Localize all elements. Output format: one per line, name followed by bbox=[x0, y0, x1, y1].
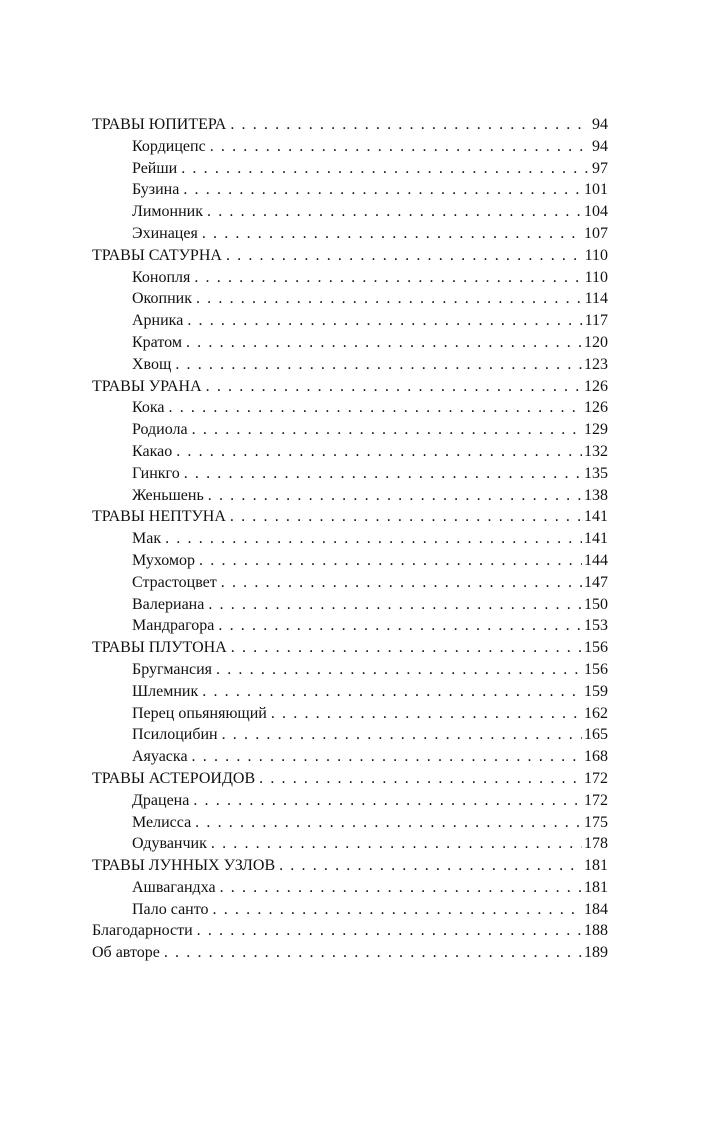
toc-entry-label: Кордицепс bbox=[132, 137, 206, 155]
toc-entry[interactable] bbox=[92, 833, 608, 855]
toc-page-number: 156 bbox=[584, 660, 608, 678]
toc-entry[interactable] bbox=[92, 158, 608, 180]
toc-leader-dots bbox=[230, 114, 590, 136]
toc-entry[interactable] bbox=[92, 790, 608, 812]
toc-leader-dots bbox=[230, 506, 582, 528]
toc-leader-dots bbox=[222, 724, 582, 746]
toc-page-number: 123 bbox=[584, 355, 608, 373]
toc-entry[interactable] bbox=[92, 746, 608, 768]
toc-leader-dots bbox=[216, 659, 582, 681]
toc-entry[interactable] bbox=[92, 397, 608, 419]
toc-leader-dots bbox=[279, 855, 582, 877]
toc-page-number: 181 bbox=[584, 878, 608, 896]
toc-leader-dots bbox=[218, 615, 582, 637]
toc-section-pluto[interactable] bbox=[92, 637, 608, 659]
toc-entry[interactable] bbox=[92, 179, 608, 201]
toc-page-number: 178 bbox=[584, 835, 608, 853]
toc-entry-label: Одуванчик bbox=[132, 835, 207, 853]
toc-leader-dots bbox=[210, 136, 590, 158]
toc-entry-label: Родиола bbox=[132, 421, 188, 439]
toc-entry-label: Перец опьяняющий bbox=[132, 704, 267, 722]
toc-leader-dots bbox=[207, 201, 582, 223]
toc-leader-dots bbox=[220, 877, 582, 899]
toc-leader-dots bbox=[169, 397, 582, 419]
toc-entry-label: ТРАВЫ НЕПТУНА bbox=[92, 508, 226, 526]
toc-entry-label: Пало санто bbox=[132, 900, 209, 918]
toc-entry[interactable] bbox=[92, 201, 608, 223]
toc-entry[interactable] bbox=[92, 288, 608, 310]
toc-entry-label: ТРАВЫ УРАНА bbox=[92, 377, 202, 395]
toc-leader-dots bbox=[231, 637, 582, 659]
toc-page-number: 150 bbox=[584, 595, 608, 613]
toc-entry[interactable] bbox=[92, 441, 608, 463]
toc-entry[interactable] bbox=[92, 659, 608, 681]
toc-entry[interactable] bbox=[92, 877, 608, 899]
toc-entry[interactable] bbox=[92, 354, 608, 376]
toc-leader-dots bbox=[271, 703, 582, 725]
toc-page-number: 110 bbox=[584, 268, 608, 286]
toc-entry[interactable] bbox=[92, 528, 608, 550]
toc-about-author[interactable] bbox=[92, 942, 608, 964]
toc-page-number: 138 bbox=[584, 486, 608, 504]
toc-leader-dots bbox=[208, 485, 582, 507]
toc-entry-label: Мелисса bbox=[132, 813, 192, 831]
toc-leader-dots bbox=[192, 419, 582, 441]
toc-page-number: 94 bbox=[592, 116, 608, 133]
toc-entry[interactable] bbox=[92, 724, 608, 746]
toc-entry-label: Драцена bbox=[132, 791, 190, 809]
toc-leader-dots bbox=[193, 790, 582, 812]
toc-page-number: 147 bbox=[584, 573, 608, 591]
toc-page-number: 188 bbox=[584, 922, 608, 940]
toc-entry[interactable] bbox=[92, 136, 608, 158]
toc-page-number: 141 bbox=[584, 508, 608, 526]
toc-page-number: 132 bbox=[584, 442, 608, 460]
toc-entry-label: Мак bbox=[132, 530, 162, 548]
toc-entry-label: Валериана bbox=[132, 595, 205, 613]
toc-entry[interactable] bbox=[92, 223, 608, 245]
toc-leader-dots bbox=[199, 550, 582, 572]
toc-entry-label: Псилоцибин bbox=[132, 726, 218, 744]
toc-entry-label: Бругмансия bbox=[132, 660, 213, 678]
toc-entry-label: Хвощ bbox=[132, 355, 172, 373]
toc-page-number: 120 bbox=[584, 333, 608, 351]
toc-entry[interactable] bbox=[92, 812, 608, 834]
toc-page-number: 126 bbox=[584, 377, 608, 395]
toc-entry-label: Страстоцвет bbox=[132, 573, 217, 591]
toc-entry-label: Лимонник bbox=[132, 203, 203, 221]
toc-leader-dots bbox=[197, 920, 582, 942]
toc-entry-label: Мухомор bbox=[132, 551, 196, 569]
toc-entry[interactable] bbox=[92, 463, 608, 485]
toc-page-number: 153 bbox=[584, 617, 608, 635]
toc-leader-dots bbox=[206, 376, 582, 398]
toc-page-number: 104 bbox=[584, 203, 608, 221]
toc-entry-label: Эхинацея bbox=[132, 224, 198, 242]
toc-entry[interactable] bbox=[92, 572, 608, 594]
toc-entry-label: Аяуаска bbox=[132, 748, 188, 766]
toc-entry-label: Рейши bbox=[132, 159, 178, 177]
toc-entry[interactable] bbox=[92, 681, 608, 703]
toc-section-jupiter[interactable] bbox=[92, 114, 608, 136]
toc-page-number: 172 bbox=[584, 769, 608, 787]
toc-leader-dots bbox=[221, 572, 582, 594]
toc-entry[interactable] bbox=[92, 310, 608, 332]
toc-leader-dots bbox=[202, 223, 582, 245]
toc-entry-label: ТРАВЫ ЛУННЫХ УЗЛОВ bbox=[92, 857, 276, 875]
toc-entry-label: Конопля bbox=[132, 268, 191, 286]
toc-leader-dots bbox=[211, 833, 582, 855]
toc-entry-label: Арника bbox=[132, 312, 184, 330]
toc-entry-label: ТРАВЫ АСТЕРОИДОВ bbox=[92, 769, 256, 787]
toc-page-number: 175 bbox=[584, 813, 608, 831]
toc-page-number: 101 bbox=[584, 181, 608, 199]
toc-leader-dots bbox=[196, 288, 583, 310]
toc-leader-dots bbox=[208, 594, 582, 616]
toc-page-number: 107 bbox=[584, 224, 608, 242]
toc-page-number: 110 bbox=[584, 246, 608, 264]
toc-page-number: 159 bbox=[584, 682, 608, 700]
toc-page-number: 165 bbox=[584, 726, 608, 744]
toc-entry[interactable] bbox=[92, 615, 608, 637]
toc-leader-dots bbox=[226, 245, 583, 267]
toc-page-number: 172 bbox=[584, 791, 608, 809]
toc-entry-label: Мандрагора bbox=[132, 617, 215, 635]
toc-page-number: 162 bbox=[584, 704, 608, 722]
toc-leader-dots bbox=[165, 528, 582, 550]
toc-entry[interactable] bbox=[92, 485, 608, 507]
toc-section-asteroids[interactable] bbox=[92, 768, 608, 790]
toc-leader-dots bbox=[192, 746, 582, 768]
toc-entry-label: Бузина bbox=[132, 181, 180, 199]
toc-leader-dots bbox=[176, 441, 582, 463]
toc-entry-label: Шлемник bbox=[132, 682, 199, 700]
toc-page-number: 184 bbox=[584, 900, 608, 918]
toc-entry-label: Окопник bbox=[132, 290, 192, 308]
toc-page-number: 129 bbox=[584, 421, 608, 439]
toc-entry-label: Гинкго bbox=[132, 464, 180, 482]
toc-page-number: 189 bbox=[584, 944, 608, 962]
toc-leader-dots bbox=[164, 942, 582, 964]
toc-leader-dots bbox=[184, 463, 582, 485]
toc-entry-label: Какао bbox=[132, 442, 173, 460]
table-of-contents bbox=[92, 114, 608, 964]
toc-entry[interactable] bbox=[92, 899, 608, 921]
toc-entry[interactable] bbox=[92, 267, 608, 289]
toc-leader-dots bbox=[195, 812, 582, 834]
toc-page-number: 168 bbox=[584, 748, 608, 766]
toc-page-number: 144 bbox=[584, 551, 608, 569]
toc-page-number: 114 bbox=[584, 290, 608, 308]
toc-section-lunar-nodes[interactable] bbox=[92, 855, 608, 877]
toc-section-uranus[interactable] bbox=[92, 376, 608, 398]
toc-leader-dots bbox=[259, 768, 582, 790]
toc-entry[interactable] bbox=[92, 419, 608, 441]
toc-entry-label: Благодарности bbox=[92, 922, 193, 940]
toc-page-number: 135 bbox=[584, 464, 608, 482]
toc-acknowledgements[interactable] bbox=[92, 920, 608, 942]
toc-entry[interactable] bbox=[92, 703, 608, 725]
toc-entry-label: Ашвагандха bbox=[132, 878, 216, 896]
toc-entry[interactable] bbox=[92, 594, 608, 616]
toc-leader-dots bbox=[175, 354, 582, 376]
toc-entry-label: Об авторе bbox=[92, 944, 160, 962]
toc-page-number: 156 bbox=[584, 639, 608, 657]
toc-entry-label: ТРАВЫ САТУРНА bbox=[92, 246, 222, 264]
toc-entry-label: Кока bbox=[132, 399, 165, 417]
toc-leader-dots bbox=[181, 158, 590, 180]
toc-entry-label: Женьшень bbox=[132, 486, 204, 504]
toc-page-number: 117 bbox=[584, 312, 608, 330]
toc-leader-dots bbox=[186, 332, 582, 354]
toc-entry-label: Кратом bbox=[132, 333, 182, 351]
toc-leader-dots bbox=[187, 310, 582, 332]
toc-page-number: 97 bbox=[592, 159, 608, 177]
toc-leader-dots bbox=[213, 899, 582, 921]
toc-entry[interactable] bbox=[92, 550, 608, 572]
toc-entry-label: ТРАВЫ ЮПИТЕРА bbox=[92, 116, 227, 133]
toc-entry-label: ТРАВЫ ПЛУТОНА bbox=[92, 639, 227, 657]
toc-page-number: 126 bbox=[584, 399, 608, 417]
toc-entry[interactable] bbox=[92, 332, 608, 354]
toc-page-number: 94 bbox=[592, 137, 608, 155]
toc-section-neptune[interactable] bbox=[92, 506, 608, 528]
toc-leader-dots bbox=[194, 267, 582, 289]
toc-section-saturn[interactable] bbox=[92, 245, 608, 267]
toc-page-number: 141 bbox=[584, 530, 608, 548]
toc-leader-dots bbox=[202, 681, 582, 703]
toc-page-number: 181 bbox=[584, 857, 608, 875]
toc-leader-dots bbox=[183, 179, 582, 201]
